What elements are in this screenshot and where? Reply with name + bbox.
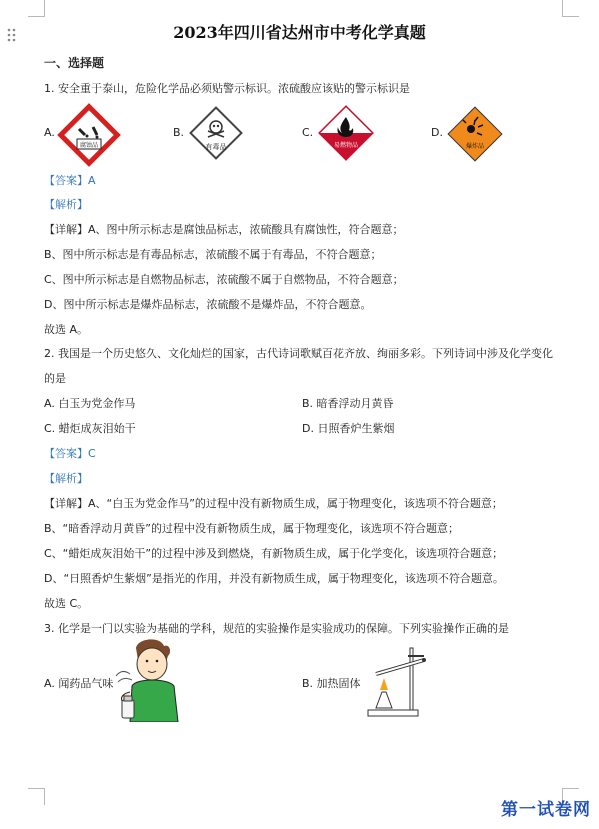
q1-option-a-letter: A. (44, 126, 55, 139)
q2-conclusion: 故选 C。 (44, 597, 89, 610)
q2-option-c: C. 蜡炬成灰泪始干 (44, 422, 136, 435)
q1-answer: 【答案】A (44, 174, 96, 187)
watermark: 第一试卷网 (501, 800, 591, 820)
q1-detail-line: 【详解】A、图中所示标志是腐蚀品标志，浓硫酸具有腐蚀性，符合题意； (44, 223, 404, 236)
flammable-sign-icon (316, 103, 376, 163)
corrosive-sign-icon (57, 103, 121, 167)
q1-detail-line: C、图中所示标志是自燃物品标志，浓硫酸不属于自燃物品，不符合题意； (44, 273, 404, 286)
smelling-chemical-illustration (110, 638, 188, 722)
q3-option-a: A. 闻药品气味 (44, 677, 114, 690)
q2-detail-line: D、“日照香炉生紫烟”是指光的作用，并没有新物质生成，属于物理变化，该选项不符合题意。 (44, 572, 504, 585)
section-heading: 一、选择题 (44, 56, 105, 70)
q2-option-a: A. 白玉为党金作马 (44, 397, 136, 410)
q1-analysis-label: 【解析】 (44, 198, 88, 211)
crop-mark-top-left (28, 0, 45, 17)
q2-answer: 【答案】C (44, 447, 96, 460)
q1-option-d-sign-text: 爆炸品 (465, 143, 485, 150)
crop-mark-top-right (562, 0, 579, 17)
q2-detail-line: B、“暗香浮动月黄昏”的过程中没有新物质生成，属于物理变化，该选项不符合题意； (44, 522, 459, 535)
page-title: 2023年四川省达州市中考化学真题 (173, 23, 426, 42)
q1-option-c-letter: C. (302, 126, 314, 139)
q3-stem: 3. 化学是一门以实验为基础的学科，规范的实验操作是实验成功的保障。下列实验操作正确的是 (44, 622, 509, 635)
q2-detail-line: 【详解】A、“白玉为党金作马”的过程中没有新物质生成，属于物理变化，该选项不符合题意； (44, 497, 503, 510)
q1-conclusion: 故选 A。 (44, 323, 89, 336)
q2-stem-cont: 的是 (44, 372, 66, 385)
q3-option-b: B. 加热固体 (302, 677, 361, 690)
q1-option-a-sign-text: 腐蚀品 (79, 142, 99, 149)
q1-detail-line: D、图中所示标志是爆炸品标志，浓硫酸不是爆炸品，不符合题意。 (44, 298, 372, 311)
q1-option-b-sign-text: 有毒品 (205, 143, 227, 151)
toxic-sign-icon (186, 103, 246, 163)
q2-stem: 2. 我国是一个历史悠久、文化灿烂的国家，古代诗词歌赋百花齐放、绚丽多彩。下列诗词中涉及化学变化 (44, 347, 553, 360)
q1-detail-line: B、图中所示标志是有毒品标志，浓硫酸不属于有毒品，不符合题意； (44, 248, 382, 261)
q2-detail-line: C、“蜡炬成灰泪始干”的过程中涉及到燃烧，有新物质生成，属于化学变化，该选项符合题意； (44, 547, 504, 560)
q1-stem: 1. 安全重于泰山，危险化学品必须贴警示标识。浓硫酸应该贴的警示标识是 (44, 82, 410, 95)
crop-mark-bottom-left (28, 788, 45, 805)
q2-analysis-label: 【解析】 (44, 472, 88, 485)
explosive-sign-icon (444, 103, 506, 165)
heating-solid-apparatus-illustration (362, 634, 434, 722)
q1-option-d-letter: D. (431, 126, 443, 139)
q1-option-b-letter: B. (173, 126, 185, 139)
q2-option-d: D. 日照香炉生紫烟 (302, 422, 395, 435)
q1-option-c-sign-text: 易燃物品 (333, 142, 359, 149)
q2-option-b: B. 暗香浮动月黄昏 (302, 397, 394, 410)
